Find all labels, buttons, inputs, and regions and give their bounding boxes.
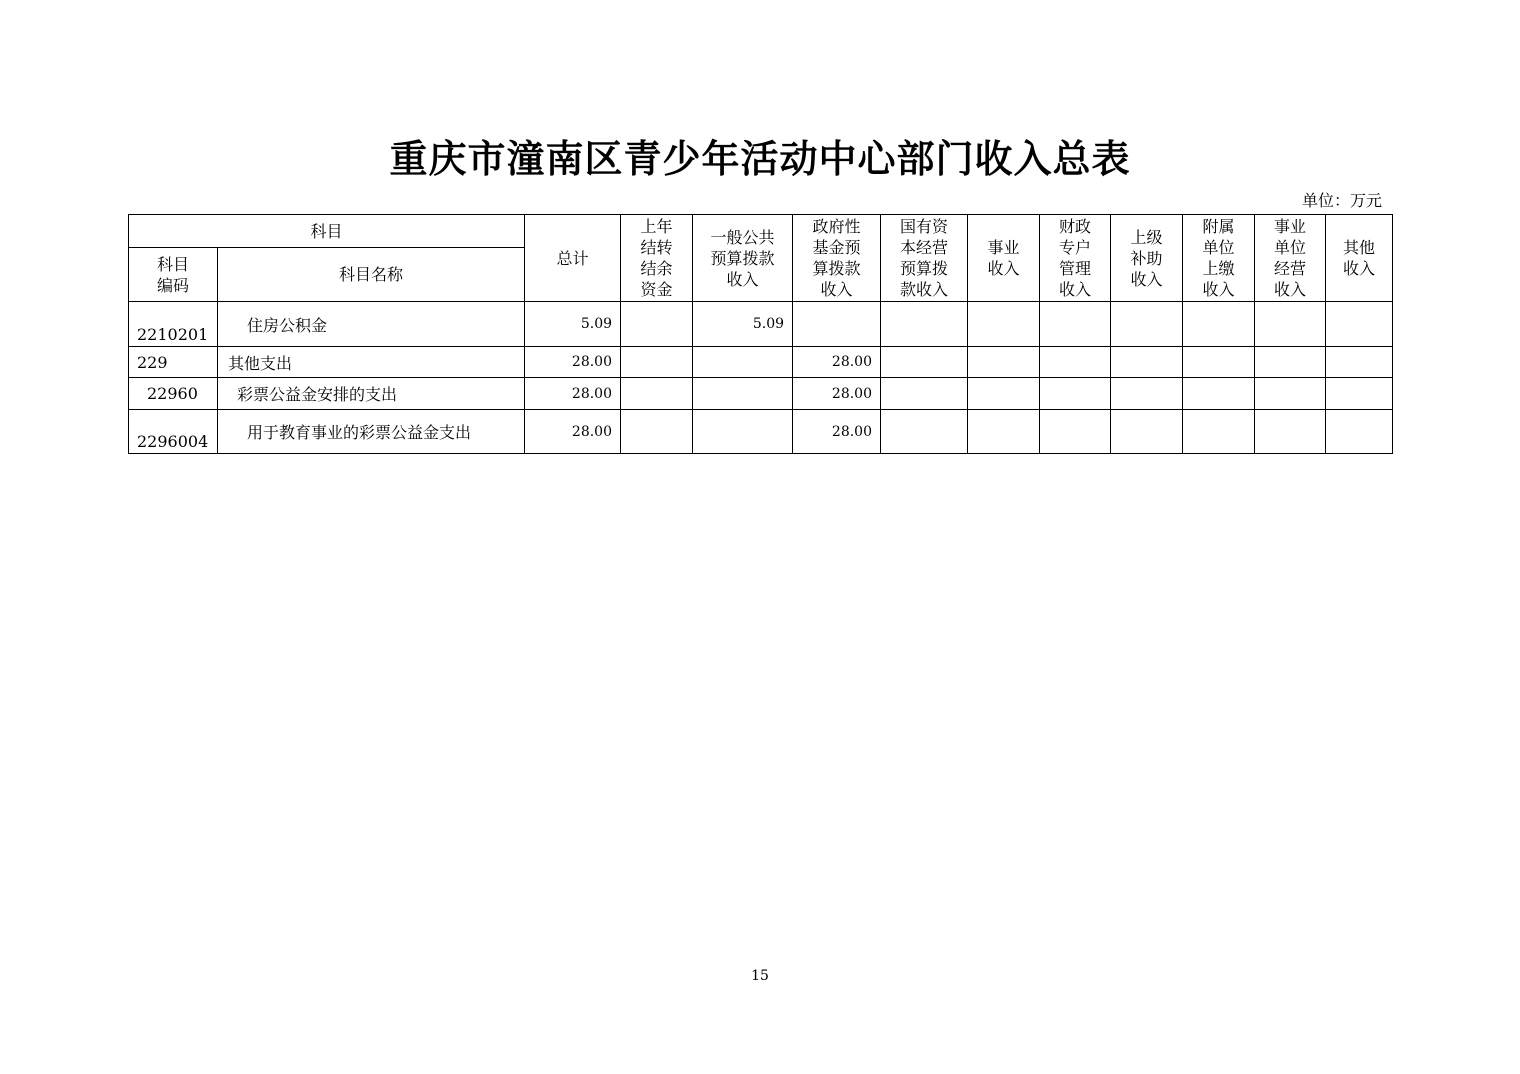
row-other-income: [1326, 378, 1393, 410]
row-gov-fund-budget: 28.00: [793, 347, 881, 378]
row-general-budget: [693, 410, 793, 454]
row-total: 28.00: [525, 410, 621, 454]
row-business-income: [968, 410, 1040, 454]
header-subject-name: 科目名称: [218, 248, 525, 302]
row-total: 28.00: [525, 378, 621, 410]
row-total: 28.00: [525, 347, 621, 378]
header-row-top: [129, 215, 1393, 248]
header-other-income: 其他 收入: [1326, 215, 1393, 302]
header-superior-subsidy: 上级 补助 收入: [1111, 215, 1183, 302]
row-superior-subsidy: [1111, 347, 1183, 378]
row-prev-year-balance: [621, 410, 693, 454]
row-prev-year-balance: [621, 347, 693, 378]
header-prev-year-balance: 上年 结转 结余 资金: [621, 215, 693, 302]
header-state-capital-budget: 国有资 本经营 预算拨 款收入: [881, 215, 968, 302]
row-name: 其他支出: [218, 347, 525, 378]
row-code: 229: [129, 347, 218, 378]
row-code: 22960: [129, 378, 218, 410]
header-general-budget: 一般公共 预算拨款 收入: [693, 215, 793, 302]
row-code: 2296004: [129, 410, 218, 454]
row-general-budget: 5.09: [693, 302, 793, 347]
table-row: [129, 410, 1393, 454]
row-state-capital-budget: [881, 347, 968, 378]
row-fiscal-special: [1040, 410, 1111, 454]
row-superior-subsidy: [1111, 302, 1183, 347]
row-other-income: [1326, 302, 1393, 347]
row-business-operation: [1255, 410, 1326, 454]
row-general-budget: [693, 378, 793, 410]
row-other-income: [1326, 347, 1393, 378]
row-affiliated-turnover: [1183, 347, 1255, 378]
header-fiscal-special: 财政 专户 管理 收入: [1040, 215, 1111, 302]
row-affiliated-turnover: [1183, 410, 1255, 454]
row-name: 住房公积金: [218, 302, 525, 347]
table-row: [129, 347, 1393, 378]
row-business-income: [968, 347, 1040, 378]
page-number: 15: [751, 968, 769, 984]
row-gov-fund-budget: 28.00: [793, 378, 881, 410]
row-other-income: [1326, 410, 1393, 454]
row-state-capital-budget: [881, 410, 968, 454]
row-total: 5.09: [525, 302, 621, 347]
row-business-operation: [1255, 302, 1326, 347]
row-name: 彩票公益金安排的支出: [218, 378, 525, 410]
row-code: 2210201: [129, 302, 218, 347]
header-gov-fund-budget: 政府性 基金预 算拨款 收入: [793, 215, 881, 302]
row-prev-year-balance: [621, 378, 693, 410]
row-business-income: [968, 302, 1040, 347]
row-affiliated-turnover: [1183, 378, 1255, 410]
header-business-income: 事业 收入: [968, 215, 1040, 302]
header-subject-code: 科目 编码: [129, 248, 218, 302]
row-business-operation: [1255, 347, 1326, 378]
header-affiliated-turnover: 附属 单位 上缴 收入: [1183, 215, 1255, 302]
header-total: 总计: [525, 215, 621, 302]
row-general-budget: [693, 347, 793, 378]
row-name: 用于教育事业的彩票公益金支出: [218, 410, 525, 454]
row-prev-year-balance: [621, 302, 693, 347]
row-state-capital-budget: [881, 378, 968, 410]
row-superior-subsidy: [1111, 378, 1183, 410]
row-state-capital-budget: [881, 302, 968, 347]
table-row: [129, 378, 1393, 410]
row-affiliated-turnover: [1183, 302, 1255, 347]
row-fiscal-special: [1040, 302, 1111, 347]
row-fiscal-special: [1040, 378, 1111, 410]
row-business-operation: [1255, 378, 1326, 410]
row-business-income: [968, 378, 1040, 410]
table-row: [129, 302, 1393, 347]
income-summary-table: [128, 214, 1393, 454]
header-subject-group: 科目: [129, 215, 525, 248]
header-business-operation: 事业 单位 经营 收入: [1255, 215, 1326, 302]
page-title: 重庆市潼南区青少年活动中心部门收入总表: [389, 137, 1131, 181]
row-fiscal-special: [1040, 347, 1111, 378]
row-gov-fund-budget: [793, 302, 881, 347]
unit-label: 单位：万元: [1301, 191, 1382, 210]
row-gov-fund-budget: 28.00: [793, 410, 881, 454]
row-superior-subsidy: [1111, 410, 1183, 454]
